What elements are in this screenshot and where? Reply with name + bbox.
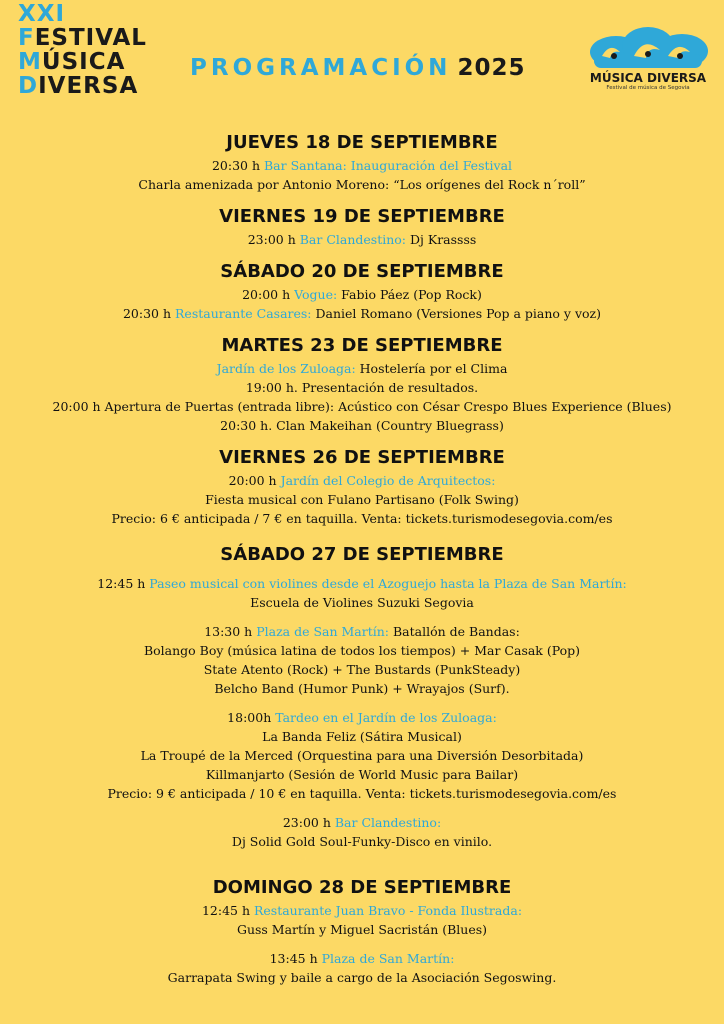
event-line: La Banda Feliz (Sátira Musical) xyxy=(262,729,462,744)
program-list xyxy=(0,130,724,987)
event-line: Garrapata Swing y baile a cargo de la Asociación Segoswing. xyxy=(167,970,557,985)
day-section xyxy=(0,445,724,528)
event-line: 20:30 h Restaurante Casares: Daniel Romano (Versiones Pop a piano y voz) xyxy=(122,306,602,321)
venue-link: Restaurante Casares: xyxy=(175,306,312,321)
event-group xyxy=(0,574,724,612)
event-line: 20:00 h Apertura de Puertas (entrada libre): Acústico con César Crespo Blues Experience (Blues) xyxy=(52,399,672,414)
day-heading: JUEVES 18 DE SEPTIEMBRE xyxy=(226,132,498,153)
logo-title: MÚSICA DIVERSA xyxy=(589,71,707,85)
day-heading: VIERNES 19 DE SEPTIEMBRE xyxy=(219,206,505,227)
venue-link: Bar Santana: Inauguración del Festival xyxy=(263,158,513,173)
venue-link: Paseo musical con violines desde el Azoguejo hasta la Plaza de San Martín: xyxy=(149,576,627,591)
event-line: 19:00 h. Presentación de resultados. xyxy=(245,380,479,395)
day-section xyxy=(0,204,724,249)
event-line: Escuela de Violines Suzuki Segovia xyxy=(250,595,474,610)
event-line: 13:30 h Plaza de San Martín: Batallón de Bandas: xyxy=(204,624,520,639)
venue-link: Jardín del Colegio de Arquitectos: xyxy=(280,473,496,488)
venue-link: Bar Clandestino: xyxy=(299,232,407,247)
event-line: Guss Martín y Miguel Sacristán (Blues) xyxy=(236,922,488,937)
venue-link: Bar Clandestino: xyxy=(334,815,442,830)
logo-subtitle: Festival de música de Segovia xyxy=(606,85,690,91)
event-line: Dj Solid Gold Soul-Funky-Disco en vinilo. xyxy=(231,834,493,849)
event-line: 20:00 h Vogue: Fabio Páez (Pop Rock) xyxy=(242,287,482,302)
day-section xyxy=(0,875,724,987)
festival-wordmark xyxy=(18,2,147,98)
event-line: 12:45 h Restaurante Juan Bravo - Fonda Ilustrada: xyxy=(201,903,523,918)
venue-link: Restaurante Juan Bravo - Fonda Ilustrada: xyxy=(253,903,523,918)
event-line: Belcho Band (Humor Punk) + Wrayajos (Surf). xyxy=(214,681,510,696)
event-line: Jardín de los Zuloaga: Hostelería por el Clima xyxy=(216,361,508,376)
day-heading: MARTES 23 DE SEPTIEMBRE xyxy=(221,335,503,356)
event-line: State Atento (Rock) + The Bustards (PunkSteady) xyxy=(203,662,521,677)
day-heading: SÁBADO 27 DE SEPTIEMBRE xyxy=(220,544,504,565)
event-line: 20:30 h. Clan Makeihan (Country Bluegrass) xyxy=(220,418,504,433)
day-section xyxy=(0,333,724,435)
event-group xyxy=(0,622,724,698)
event-line: Killmanjarto (Sesión de World Music para Bailar) xyxy=(205,767,519,782)
brand-line-2: MÚSICA xyxy=(18,49,126,75)
day-section xyxy=(0,259,724,323)
day-heading: DOMINGO 28 DE SEPTIEMBRE xyxy=(212,877,512,898)
venue-link: Plaza de San Martín: xyxy=(256,624,390,639)
event-line: 20:30 h Bar Santana: Inauguración del Festival xyxy=(211,158,513,173)
event-group xyxy=(0,949,724,987)
venue-link: Jardín de los Zuloaga: xyxy=(216,361,356,376)
event-line: 12:45 h Paseo musical con violines desde el Azoguejo hasta la Plaza de San Martín: xyxy=(97,576,627,591)
title-year: 2025 xyxy=(457,55,526,81)
page-title xyxy=(190,55,525,81)
brand-line-3: DIVERSA xyxy=(18,73,139,99)
musica-diversa-logo xyxy=(584,26,712,102)
event-line: 20:00 h Jardín del Colegio de Arquitectos: xyxy=(228,473,496,488)
event-line: 18:00h Tardeo en el Jardín de los Zuloaga: xyxy=(227,710,497,725)
event-line: Precio: 9 € anticipada / 10 € en taquilla. Venta: tickets.turismodesegovia.com/es xyxy=(107,786,617,801)
event-line: 23:00 h Bar Clandestino: xyxy=(282,815,442,830)
venue-link: Plaza de San Martín: xyxy=(321,951,455,966)
event-line: Precio: 6 € anticipada / 7 € en taquilla. Venta: tickets.turismodesegovia.com/es xyxy=(111,511,613,526)
event-group xyxy=(0,813,724,851)
brand-line-1: FESTIVAL xyxy=(18,25,147,51)
event-line: 13:45 h Plaza de San Martín: xyxy=(269,951,455,966)
cloud-wave-logo-icon xyxy=(586,26,710,70)
venue-link: Tardeo en el Jardín de los Zuloaga: xyxy=(275,710,497,725)
day-heading: SÁBADO 20 DE SEPTIEMBRE xyxy=(220,261,504,282)
event-group xyxy=(0,901,724,939)
venue-link: Vogue: xyxy=(294,287,338,302)
title-text: PROGRAMACIÓN xyxy=(190,55,452,81)
event-line: 23:00 h Bar Clandestino: Dj Krassss xyxy=(247,232,477,247)
edition-label: XXI xyxy=(18,1,66,27)
event-line: Fiesta musical con Fulano Partisano (Folk Swing) xyxy=(205,492,519,507)
day-heading: VIERNES 26 DE SEPTIEMBRE xyxy=(219,447,505,468)
day-section xyxy=(0,130,724,194)
event-group xyxy=(0,708,724,803)
event-line: La Troupé de la Merced (Orquestina para una Diversión Desorbitada) xyxy=(140,748,584,763)
event-line: Bolango Boy (música latina de todos los tiempos) + Mar Casak (Pop) xyxy=(143,643,581,658)
day-section xyxy=(0,542,724,851)
event-line: Charla amenizada por Antonio Moreno: “Los orígenes del Rock n´roll” xyxy=(138,177,586,192)
